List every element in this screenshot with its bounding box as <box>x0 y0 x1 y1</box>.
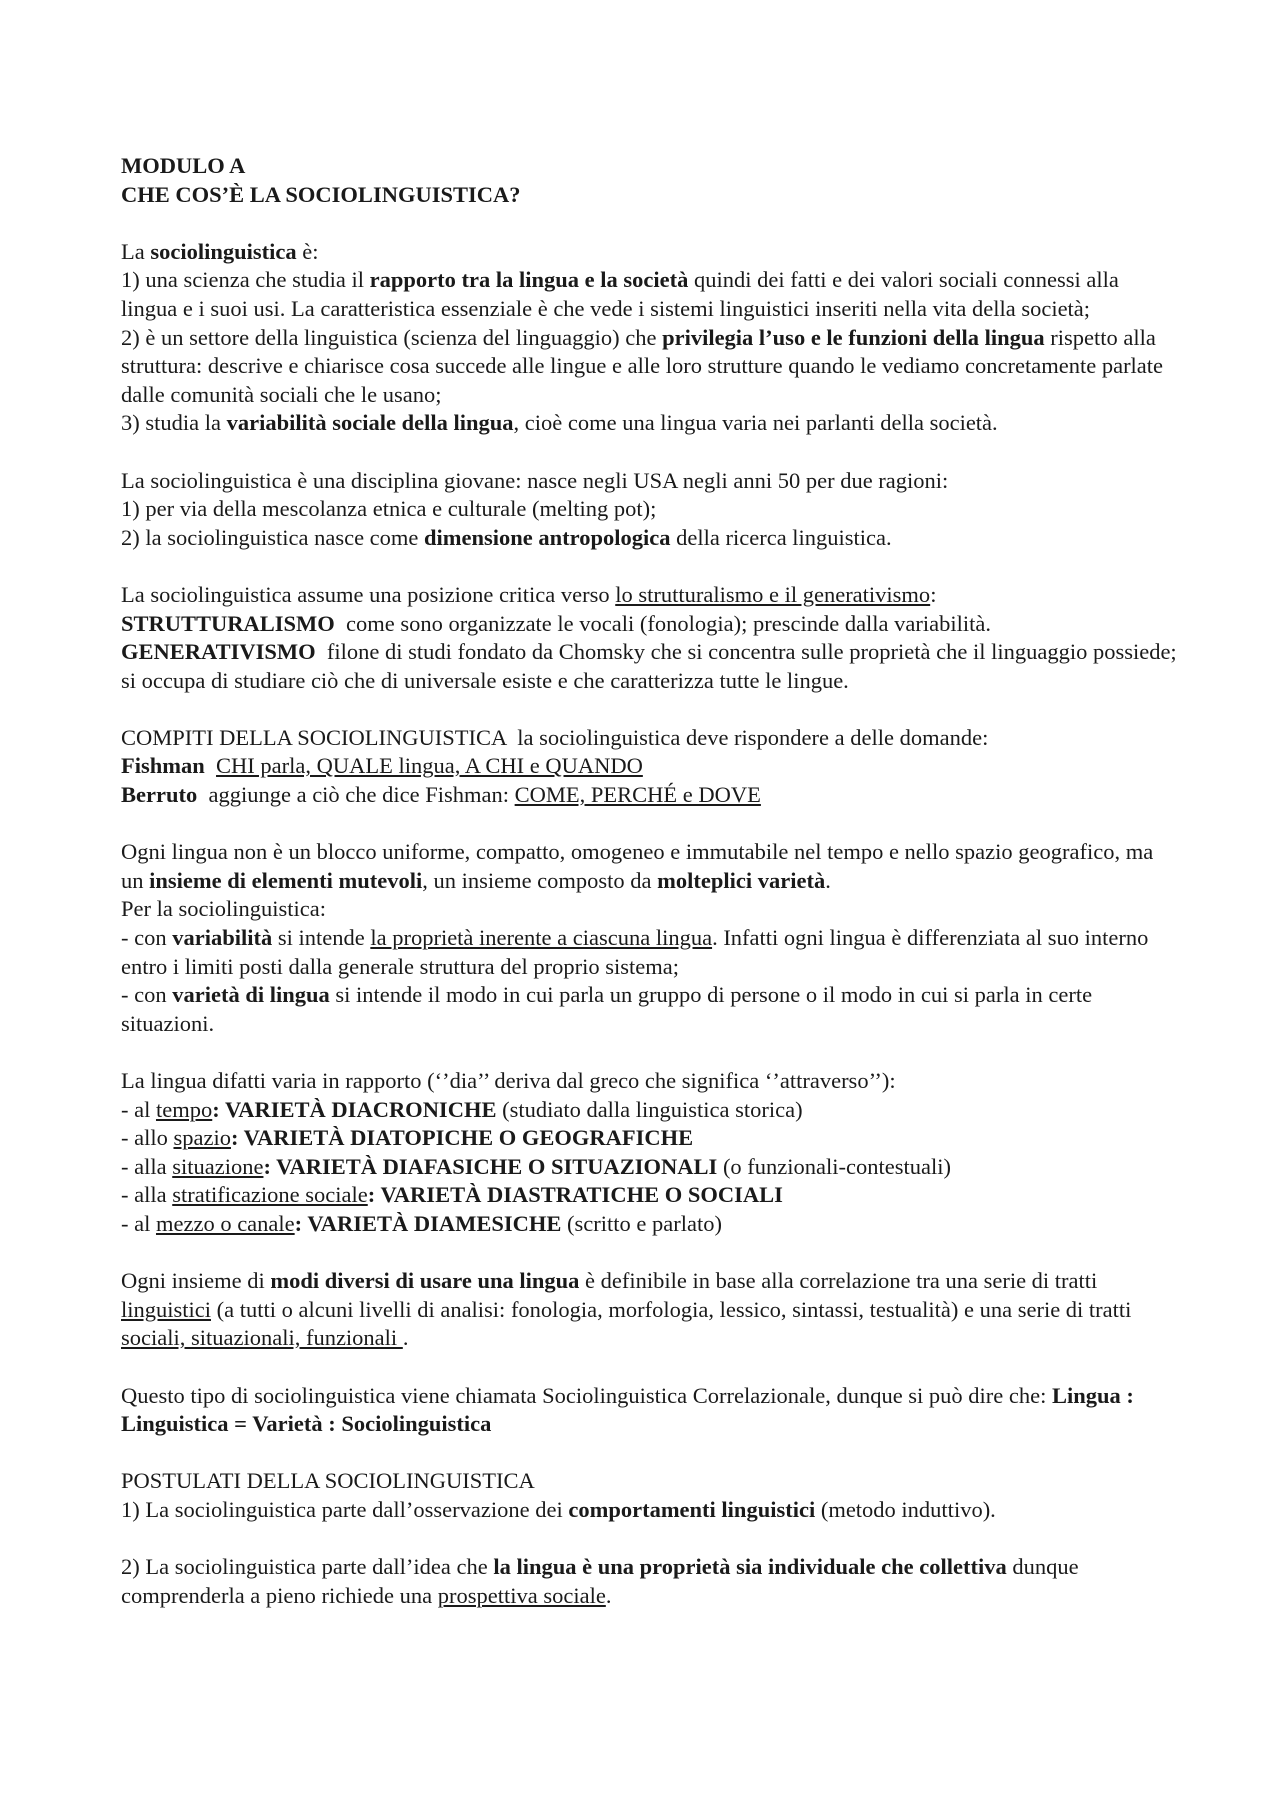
page-title: CHE COS’È LA SOCIOLINGUISTICA? <box>121 181 521 207</box>
module-heading: MODULO A <box>121 153 246 178</box>
fishman-line: Fishman CHI parla, QUALE lingua, A CHI e QUANDO <box>121 753 643 779</box>
origins-point-1: 1) per via della mescolanza etnica e culturale (melting pot); <box>121 496 657 522</box>
variety-paragraph: Ogni lingua non è un blocco uniforme, compatto, omogeneo e immutabile nel tempo e nello spazio geografico, ma un insieme di elementi mutevoli, un insieme composto da molteplici varietà. <box>121 839 1154 893</box>
varieta-definition: - con varietà di lingua si intende il modo in cui parla un gruppo di persone o il modo in cui si parla in certe situazioni. <box>121 982 1093 1036</box>
dia-item: - allo spazio: VARIETÀ DIATOPICHE O GEOGRAFICHE <box>121 1125 694 1151</box>
generativismo-definition: GENERATIVISMO filone di studi fondato da Chomsky che si concentra sulle proprietà che il linguaggio possiede; si occupa di studiare ciò che di universale esiste e che caratterizza tutte le lingue. <box>121 639 1183 693</box>
dia-intro: La lingua difatti varia in rapporto (‘’dia’’ deriva dal greco che significa ‘’attraverso’’): <box>121 1068 896 1093</box>
postulates-heading: POSTULATI DELLA SOCIOLINGUISTICA <box>121 1468 535 1494</box>
strutturalismo-definition: STRUTTURALISMO come sono organizzate le vocali (fonologia); prescinde dalla variabilità. <box>121 610 991 636</box>
intro-point-2: 2) è un settore della linguistica (scienza del linguaggio) che privilegia l’uso e le funzioni della lingua rispetto alla struttura: descrive e chiarisce cosa succede alle lingue e alle loro strutture quando le vediamo concretamente parlate dalle comunità sociali che le usano; <box>121 324 1164 407</box>
dia-item: - al tempo: VARIETÀ DIACRONICHE (studiato dalla linguistica storica) <box>121 1096 803 1122</box>
origins-line: La sociolinguistica è una disciplina giovane: nasce negli USA negli anni 50 per due ragioni: <box>121 467 949 493</box>
variabilita-definition: - con variabilità si intende la proprietà inerente a ciascuna lingua. Infatti ogni lingua è differenziata al suo interno entro i limiti posti dalla generale struttura del proprio sistema; <box>121 925 1149 979</box>
dia-item: - alla stratificazione sociale: VARIETÀ DIASTRATICHE O SOCIALI <box>121 1182 783 1208</box>
berruto-line: Berruto aggiunge a ciò che dice Fishman: COME, PERCHÉ e DOVE <box>121 782 761 808</box>
intro-point-1: 1) una scienza che studia il rapporto tra la lingua e la società quindi dei fatti e dei valori sociali connessi alla lingua e i suoi usi. La caratteristica essenziale è che vede i sistemi linguistici inseriti nella vita della società; <box>121 267 1119 321</box>
dia-item: - alla situazione: VARIETÀ DIAFASICHE O SITUAZIONALI (o funzionali-contestuali) <box>121 1153 951 1179</box>
variety-intro: Per la sociolinguistica: <box>121 896 326 922</box>
correlational-paragraph: Questo tipo di sociolinguistica viene chiamata Sociolinguistica Correlazionale, dunque si può dire che: Lingua : Linguistica = Varietà : Sociolinguistica <box>121 1382 1134 1437</box>
dia-item: - al mezzo o canale: VARIETÀ DIAMESICHE (scritto e parlato) <box>121 1210 722 1236</box>
correlation-paragraph: Ogni insieme di modi diversi di usare una lingua è definibile in base alla correlazione tra una serie di tratti linguistici (a tutti o alcuni livelli di analisi: fonologia, morfologia, lessico, sintassi, testualità) e una serie di tratti sociali, situazionali, funzionali . <box>121 1268 1132 1351</box>
intro-line: La sociolinguistica è: <box>121 238 319 264</box>
origins-point-2: 2) la sociolinguistica nasce come dimensione antropologica della ricerca linguistica. <box>121 524 892 550</box>
intro-point-3: 3) studia la variabilità sociale della lingua, cioè come una lingua varia nei parlanti della società. <box>121 410 998 436</box>
postulate-2: 2) La sociolinguistica parte dall’idea che la lingua è una proprietà sia individuale che collettiva dunque comprenderla a pieno richiede una prospettiva sociale. <box>121 1554 1079 1608</box>
postulate-1: 1) La sociolinguistica parte dall’osservazione dei comportamenti linguistici (metodo induttivo). <box>121 1496 996 1522</box>
critique-line: La sociolinguistica assume una posizione critica verso lo strutturalismo e il generativismo: <box>121 581 937 607</box>
tasks-line: COMPITI DELLA SOCIOLINGUISTICA la sociolinguistica deve rispondere a delle domande: <box>121 724 989 750</box>
